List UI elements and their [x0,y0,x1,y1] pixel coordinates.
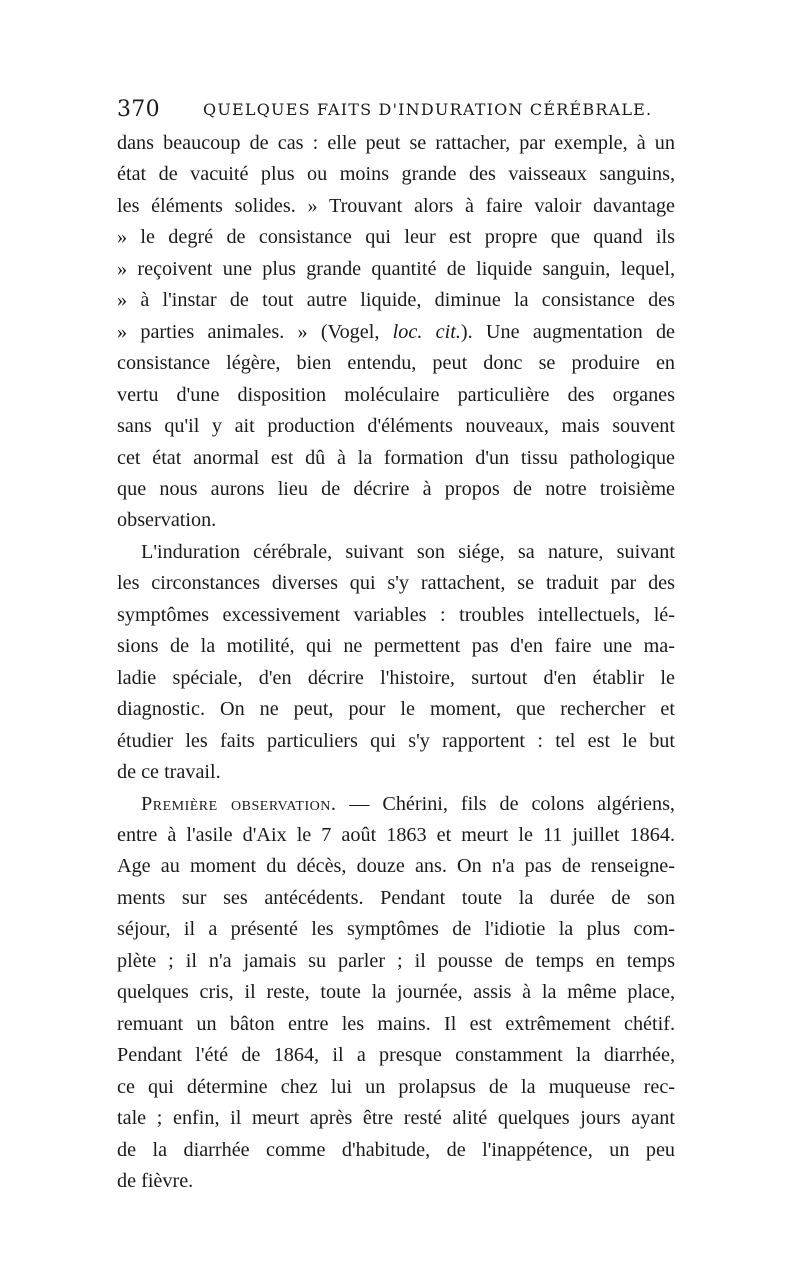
text-line: état de vacuité plus ou moins grande des vaisseaux sanguins, [117,163,675,186]
text-line: ments sur ses antécédents. Pendant toute la durée de son [117,886,675,909]
running-title: QUELQUES FAITS D'INDURATION CÉRÉBRALE. [203,100,653,119]
text-line: » à l'instar de tout autre liquide, diminue la consistance des [117,289,675,312]
text-line: les éléments solides. » Trouvant alors à faire valoir davantage [117,194,675,217]
text-line: de la diarrhée comme d'habitude, de l'inappétence, un peu [117,1138,675,1161]
paragraph-3 [117,789,675,1198]
text-line: remuant un bâton entre les mains. Il est extrêmement chétif. [117,1012,675,1035]
text-line: sans qu'il y ait production d'éléments nouveaux, mais souvent [117,415,675,438]
text-line: » reçoivent une plus grande quantité de liquide sanguin, lequel, [117,257,675,280]
text-line: L'induration cérébrale, suivant son siége, sa nature, suivant [141,540,675,563]
text-line: » le degré de consistance qui leur est propre que quand ils [117,226,675,249]
text-line: Pendant l'été de 1864, il a presque constamment la diarrhée, [117,1044,675,1067]
text-line: de fièvre. [117,1169,194,1192]
text-line: vertu d'une disposition moléculaire particulière des organes [117,383,675,406]
text-line: consistance légère, bien entendu, peut donc se produire en [117,352,675,375]
text-line: entre à l'asile d'Aix le 7 août 1863 et meurt le 11 juillet 1864. [117,823,675,846]
text-line: symptômes excessivement variables : troubles intellectuels, lé- [117,603,675,626]
text-line: observation. [117,509,217,532]
text-line: séjour, il a présenté les symptômes de l'idiotie la plus com- [117,918,675,941]
observation-heading: Première observation. [141,792,337,815]
body-text [117,128,675,1197]
text-line: de ce travail. [117,761,221,784]
text-line-heading [117,789,675,820]
text-line: les circonstances diverses qui s'y rattachent, se traduit par des [117,572,675,595]
citation-prefix: » parties animales. » (Vogel, [117,320,393,343]
text-line: diagnostic. On ne peut, pour le moment, que rechercher et [117,698,675,721]
paragraph-2 [117,537,675,789]
citation-suffix: ). Une augmentation de [460,320,676,343]
text-line: quelques cris, il reste, toute la journée, assis à la même place, [117,981,675,1004]
page-number: 370 [117,97,160,122]
text-line: ce qui détermine chez lui un prolapsus de la muqueuse rec- [117,1075,675,1098]
paragraph-1 [117,128,675,537]
text-line: étudier les faits particuliers qui s'y rapportent : tel est le but [117,729,675,752]
running-head [117,92,675,128]
text-line-citation [117,317,675,348]
text-line: sions de la motilité, qui ne permettent pas d'en faire une ma- [117,635,675,658]
citation-italic: loc. cit. [392,320,461,343]
text-line: cet état anormal est dû à la formation d'un tissu pathologique [117,446,675,469]
text-line: plète ; il n'a jamais su parler ; il pousse de temps en temps [117,949,675,972]
heading-rest: — Chérini, fils de colons algériens, [336,792,675,815]
text-line: tale ; enfin, il meurt après être resté alité quelques jours ayant [117,1107,675,1130]
book-page [117,92,675,1197]
text-line: que nous aurons lieu de décrire à propos de notre troisième [117,477,675,500]
text-line: dans beaucoup de cas : elle peut se rattacher, par exemple, à un [117,132,675,154]
text-line: ladie spéciale, d'en décrire l'histoire, surtout d'en établir le [117,666,675,689]
text-line: Age au moment du décès, douze ans. On n'a pas de renseigne- [117,855,675,878]
